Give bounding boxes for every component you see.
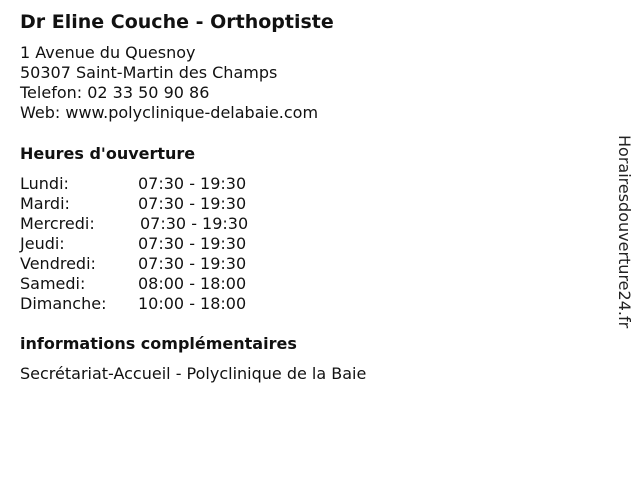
day-label: Jeudi: <box>20 234 65 253</box>
time-range: 07:30 - 19:30 <box>138 194 247 213</box>
day-label: Mercredi: <box>20 214 95 233</box>
page-title: Dr Eline Couche - Orthoptiste <box>20 11 334 33</box>
day-label: Samedi: <box>20 274 86 293</box>
website-link: Web: www.polyclinique-delabaie.com <box>20 103 319 122</box>
contact-block <box>20 43 318 123</box>
time-range: 07:30 - 19:30 <box>138 254 247 273</box>
additional-info-heading: informations complémentaires <box>20 334 297 353</box>
day-label: Dimanche: <box>20 294 107 313</box>
time-range: 08:00 - 18:00 <box>138 274 247 293</box>
day-label: Mardi: <box>20 194 70 213</box>
opening-hours-heading: Heures d'ouverture <box>20 144 196 163</box>
time-range: 07:30 - 19:30 <box>140 214 249 233</box>
city-address: 50307 Saint-Martin des Champs <box>20 63 278 82</box>
site-watermark: Horairesdouverture24.fr <box>615 135 634 329</box>
street-address: 1 Avenue du Quesnoy <box>20 43 196 62</box>
time-range: 10:00 - 18:00 <box>138 294 247 313</box>
phone-number: Telefon: 02 33 50 90 86 <box>20 83 210 102</box>
time-range: 07:30 - 19:30 <box>138 234 247 253</box>
additional-info-text: Secrétariat-Accueil - Polyclinique de la Baie <box>20 364 367 383</box>
day-label: Lundi: <box>20 174 69 193</box>
time-range: 07:30 - 19:30 <box>138 174 247 193</box>
day-label: Vendredi: <box>20 254 96 273</box>
